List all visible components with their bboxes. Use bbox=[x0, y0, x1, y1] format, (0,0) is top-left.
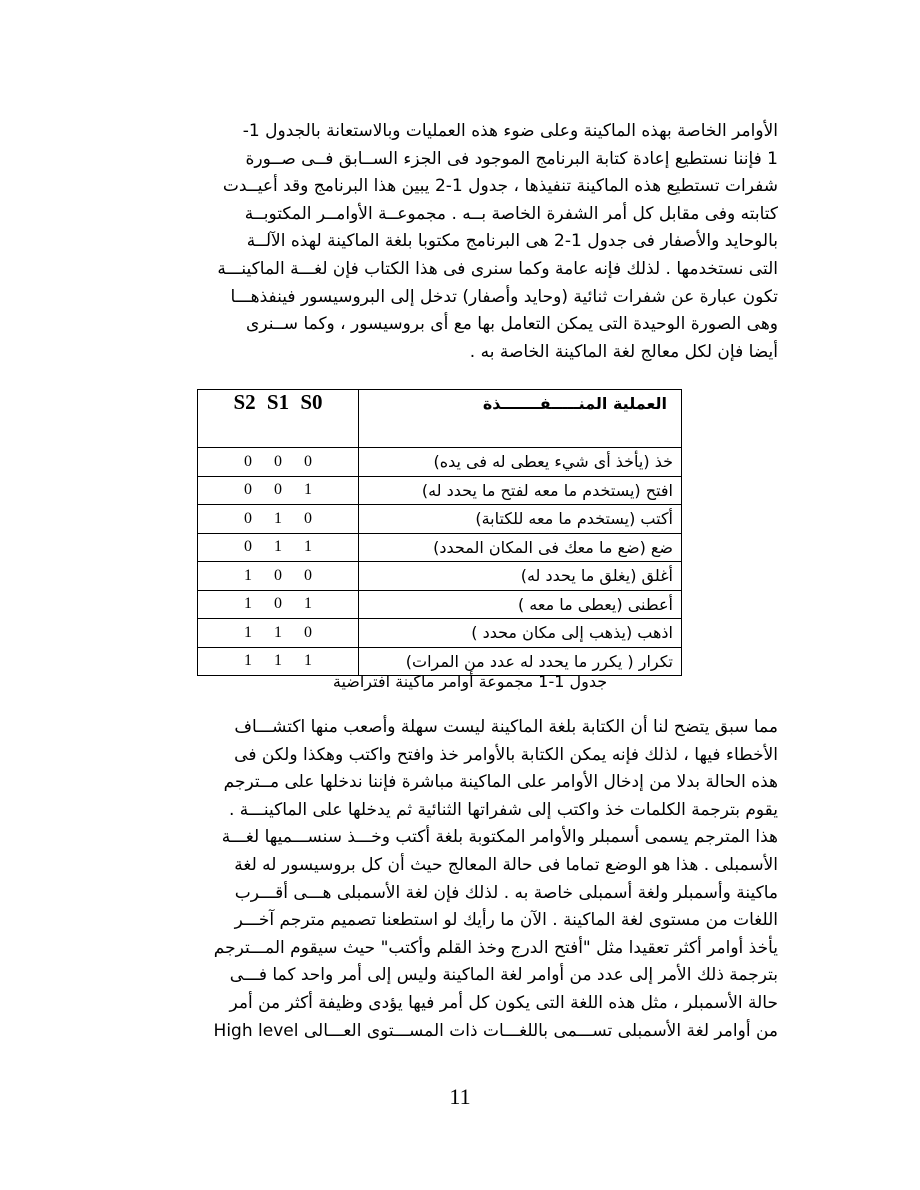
operation-cell: أكتب (يستخدم ما معه للكتابة) bbox=[359, 505, 682, 534]
header-bits: S2 S1 S0 bbox=[198, 390, 359, 448]
table-row bbox=[198, 619, 682, 648]
bit-s1: 1 bbox=[274, 538, 282, 556]
table-row bbox=[198, 562, 682, 591]
operation-cell: خذ (يأخذ أى شيء يعطى له فى يده) bbox=[359, 448, 682, 477]
bit-s1: 0 bbox=[274, 481, 282, 499]
table-header-row bbox=[198, 390, 682, 448]
paragraph-line: 1 فإننا نستطيع إعادة كتابة البرنامج الموجود فى الجزء الســابق فــى صــورة bbox=[245, 148, 778, 169]
header-operation: العملية المنـــــفـــــــذة bbox=[359, 390, 682, 448]
bit-s2: 1 bbox=[244, 595, 252, 613]
bit-s2: 1 bbox=[244, 623, 252, 641]
bit-s1: 1 bbox=[274, 652, 282, 670]
bit-s0: 1 bbox=[304, 481, 312, 499]
paragraph-line: هذه الحالة بدلا من إدخال الأوامر على الماكينة مباشرة فإننا ندخلها على مــترجم bbox=[223, 772, 778, 793]
bits-cell bbox=[198, 448, 359, 477]
paragraph-line: شفرات تستطيع هذه الماكينة تنفيذها ، جدول 1-2 يبين هذا البرنامج وقد أعيــدت bbox=[222, 176, 778, 197]
paragraph-line: كتابته وفى مقابل كل أمر الشفرة الخاصة بــه . مجموعــة الأوامــر المكتوبــة bbox=[244, 203, 778, 224]
table-row bbox=[198, 533, 682, 562]
paragraph-line: من أوامر لغة الأسمبلى تســـمى باللغـــات ذات المســـتوى العـــالى High level bbox=[213, 1020, 778, 1041]
bit-s2: 0 bbox=[244, 509, 252, 527]
bit-s1: 0 bbox=[274, 595, 282, 613]
bits-cell bbox=[198, 562, 359, 591]
paragraph-line: يأخذ أوامر أكثر تعقيدا مثل "أفتح الدرج وخذ القلم وأكتب" حيث سيقوم المـــترجم bbox=[213, 937, 778, 958]
operation-cell: أغلق (يغلق ما يحدد له) bbox=[359, 562, 682, 591]
bit-s1: 0 bbox=[274, 452, 282, 470]
paragraph-2 bbox=[158, 714, 778, 1045]
operation-cell: ضع (ضع ما معك فى المكان المحدد) bbox=[359, 533, 682, 562]
table-row bbox=[198, 476, 682, 505]
bit-s2: 0 bbox=[244, 452, 252, 470]
paragraph-line: مما سبق يتضح لنا أن الكتابة بلغة الماكينة ليست سهلة وأصعب منها اكتشـــاف bbox=[234, 717, 778, 737]
bits-cell bbox=[198, 476, 359, 505]
bit-s1: 0 bbox=[274, 566, 282, 584]
bit-s0: 0 bbox=[304, 452, 312, 470]
bit-s0: 0 bbox=[304, 509, 312, 527]
paragraph-line: الأسمبلى . هذا هو الوضع تماما فى حالة المعالج حيث أن كل بروسيسور له لغة bbox=[234, 854, 778, 875]
paragraph-line: الأخطاء فيها ، لذلك فإنه يمكن الكتابة بالأوامر خذ وافتح واكتب وهكذا ولكن فى bbox=[234, 744, 778, 765]
paragraph-line: تكون عبارة عن شفرات ثنائية (وحايد وأصفار) تدخل إلى البروسيسور فينفذهـــا bbox=[230, 286, 778, 307]
bit-s0: 0 bbox=[304, 566, 312, 584]
bit-s2: 1 bbox=[244, 652, 252, 670]
paragraph-line: الأوامر الخاصة بهذه الماكينة وعلى ضوء هذه العمليات وبالاستعانة بالجدول 1- bbox=[242, 121, 778, 141]
table-caption: جدول 1-1 مجموعة أوامر ماكينة افتراضية bbox=[332, 672, 608, 691]
bits-cell bbox=[198, 505, 359, 534]
bit-s0: 1 bbox=[304, 595, 312, 613]
bit-s2: 0 bbox=[244, 538, 252, 556]
paragraph-line: وهى الصورة الوحيدة التى يمكن التعامل بها مع أى بروسيسور ، وكما ســنرى bbox=[246, 314, 778, 335]
bit-s1: 1 bbox=[274, 509, 282, 527]
paragraph-line: أيضا فإن لكل معالج لغة الماكينة الخاصة به . bbox=[469, 341, 778, 362]
bit-s2: 1 bbox=[244, 566, 252, 584]
bit-s0: 0 bbox=[304, 623, 312, 641]
paragraph-line: ماكينة وأسمبلر ولغة أسمبلى خاصة به . لذلك فإن لغة الأسمبلى هـــى أقـــرب bbox=[234, 882, 778, 903]
operation-cell: اذهب (يذهب إلى مكان محدد ) bbox=[359, 619, 682, 648]
bits-cell bbox=[198, 590, 359, 619]
bit-s1: 1 bbox=[274, 623, 282, 641]
bit-s0: 1 bbox=[304, 538, 312, 556]
paragraph-line: اللغات من مستوى لغة الماكينة . الآن ما رأيك لو استطعنا تصميم مترجم آخـــر bbox=[234, 910, 778, 931]
paragraph-line: بترجمة ذلك الأمر إلى عدد من أوامر لغة الماكينة وليس إلى أمر واحد كما فـــى bbox=[229, 965, 778, 986]
paragraph-line: يقوم بترجمة الكلمات خذ واكتب إلى شفراتها الثنائية ثم يدخلها على الماكينـــة . bbox=[229, 799, 778, 820]
bits-cell bbox=[198, 619, 359, 648]
command-table bbox=[197, 389, 682, 676]
table-row bbox=[198, 448, 682, 477]
paragraph-line: هذا المترجم يسمى أسمبلر والأوامر المكتوبة بلغة أكتب وخـــذ سنســـميها لغـــة bbox=[221, 827, 778, 848]
paragraph-1 bbox=[158, 118, 778, 366]
page-number: 11 bbox=[449, 1084, 471, 1109]
table-row bbox=[198, 590, 682, 619]
paragraph-line: حالة الأسمبلر ، مثل هذه اللغة التى يكون كل أمر فيها يؤدى وظيفة أكثر من أمر bbox=[229, 992, 778, 1013]
paragraph-line: بالوحايد والأصفار فى جدول 1-2 هى البرنامج مكتوبا بلغة الماكينة لهذه الآلــة bbox=[246, 231, 778, 252]
paragraph-line: التى نستخدمها . لذلك فإنه عامة وكما سنرى فى هذا الكتاب فإن لغـــة الماكينـــة bbox=[217, 258, 778, 279]
operation-cell: تكرار ( يكرر ما يحدد له عدد من المرات) bbox=[359, 647, 682, 676]
bit-s0: 1 bbox=[304, 652, 312, 670]
operation-cell: افتح (يستخدم ما معه لفتح ما يحدد له) bbox=[359, 476, 682, 505]
operation-cell: أعطنى (يعطى ما معه ) bbox=[359, 590, 682, 619]
bits-cell bbox=[198, 533, 359, 562]
table-row bbox=[198, 505, 682, 534]
bit-s2: 0 bbox=[244, 481, 252, 499]
